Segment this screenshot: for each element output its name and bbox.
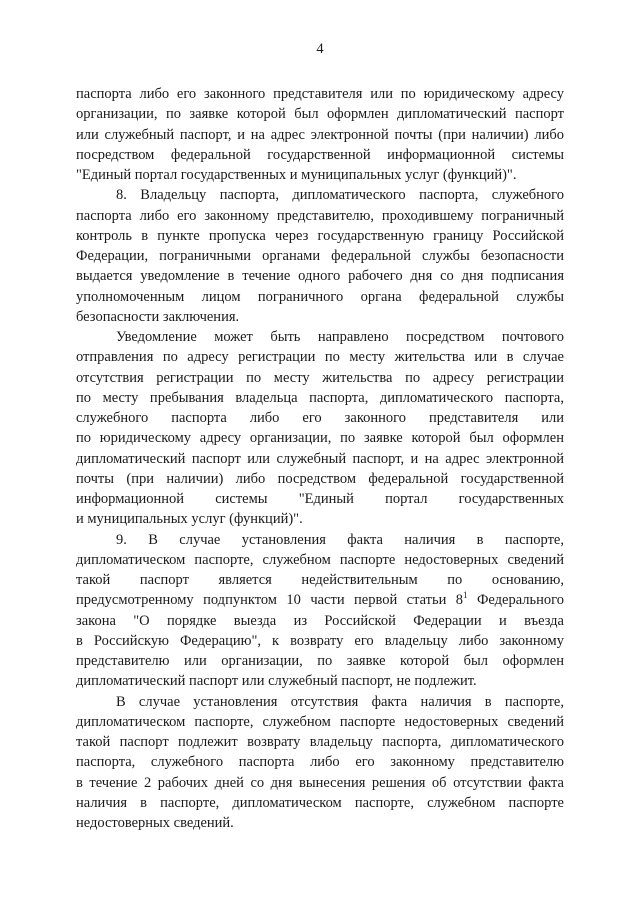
text-line: организации, по заявке которой был оформлен дипломатический паспорт (76, 106, 564, 123)
text-line: информационной системы "Единый портал государственных (76, 491, 564, 507)
text-line: служебного паспорта либо его законного представителя или (76, 410, 564, 426)
paragraph-notification (76, 327, 564, 530)
text-line-with-footnote (76, 590, 564, 610)
text-line: Федерации, пограничными органами федеральной службы безопасности (76, 248, 564, 264)
text-line: "Единый портал государственных и муниципальных услуг (функций)". (76, 167, 517, 183)
text-line: Уведомление может быть направлено посредством почтового (116, 329, 564, 345)
text-line: и муниципальных услуг (функций)". (76, 511, 303, 528)
text-line: такой паспорт подлежит возврату владельцу паспорта, дипломатического (76, 734, 564, 750)
text-line: отсутствия регистрации по месту жительства по адресу регистрации (76, 369, 564, 386)
text-line: дипломатическом паспорте, служебном паспорте недостоверных сведений (76, 713, 564, 730)
text-line: или служебный паспорт, и на адрес электронной почты (при наличии) либо (76, 126, 564, 143)
text-line: представителю или организации, по заявке которой был оформлен (76, 653, 564, 669)
superscript: 1 (463, 590, 468, 601)
text-line: безопасности заключения. (76, 308, 240, 325)
text-line: отправления по адресу регистрации по месту жительства или в случае (76, 349, 564, 366)
paragraph-continuation (76, 84, 564, 185)
page-number: 4 (316, 41, 324, 57)
text-line: контроль в пункте пропуска через государственную границу Российской (76, 227, 564, 244)
text-line: посредством федеральной государственной информационной системы (76, 146, 564, 163)
text-line: паспорта, служебного паспорта либо его законному представителю (76, 754, 564, 771)
paragraph-item-9 (76, 530, 564, 692)
text-segment: Федерального (467, 592, 564, 609)
text-line: по юридическому адресу организации, по заявке которой был оформлен (76, 430, 564, 447)
text-line: по месту пребывания владельца паспорта, дипломатического паспорта, (76, 389, 564, 406)
text-line: дипломатический паспорт или служебный паспорт, не подлежит. (76, 673, 477, 690)
text-line: В случае установления отсутствия факта наличия в паспорте, (116, 693, 564, 710)
text-line: закона "О порядке выезда из Российской Федерации и въезда (76, 612, 564, 629)
text-line: 8. Владельцу паспорта, дипломатического паспорта, служебного (116, 187, 564, 204)
text-line: 9. В случае установления факта наличия в паспорте, (116, 531, 564, 548)
paragraph-item-8 (76, 185, 564, 327)
text-line: паспорта либо его законному представителю, проходившему пограничный (76, 207, 564, 224)
text-segment: предусмотренному подпунктом 10 части первой статьи 8 (76, 592, 464, 609)
document-body (76, 84, 564, 833)
text-line: наличия в паспорте, дипломатическом паспорте, служебном паспорте (76, 794, 564, 811)
text-line: дипломатическом паспорте, служебном паспорте недостоверных сведений (76, 551, 564, 568)
text-line: в Российскую Федерацию", к возврату его владельцу либо законному (76, 632, 564, 649)
text-line: такой паспорт является недействительным по основанию, (76, 572, 564, 588)
text-line: почты (при наличии) либо посредством федеральной государственной (76, 470, 564, 487)
text-line: дипломатический паспорт или служебный паспорт, и на адрес электронной (76, 450, 564, 467)
text-line: недостоверных сведений. (76, 815, 234, 831)
text-line: в течение 2 рабочих дней со дня вынесения решения об отсутствии факта (76, 774, 564, 791)
text-line: выдается уведомление в течение одного рабочего дня со дня подписания (76, 268, 564, 285)
text-line: паспорта либо его законного представителя или по юридическому адресу (76, 86, 564, 102)
text-line: уполномоченным лицом пограничного органа федеральной службы (76, 288, 564, 305)
paragraph-return (76, 692, 564, 834)
